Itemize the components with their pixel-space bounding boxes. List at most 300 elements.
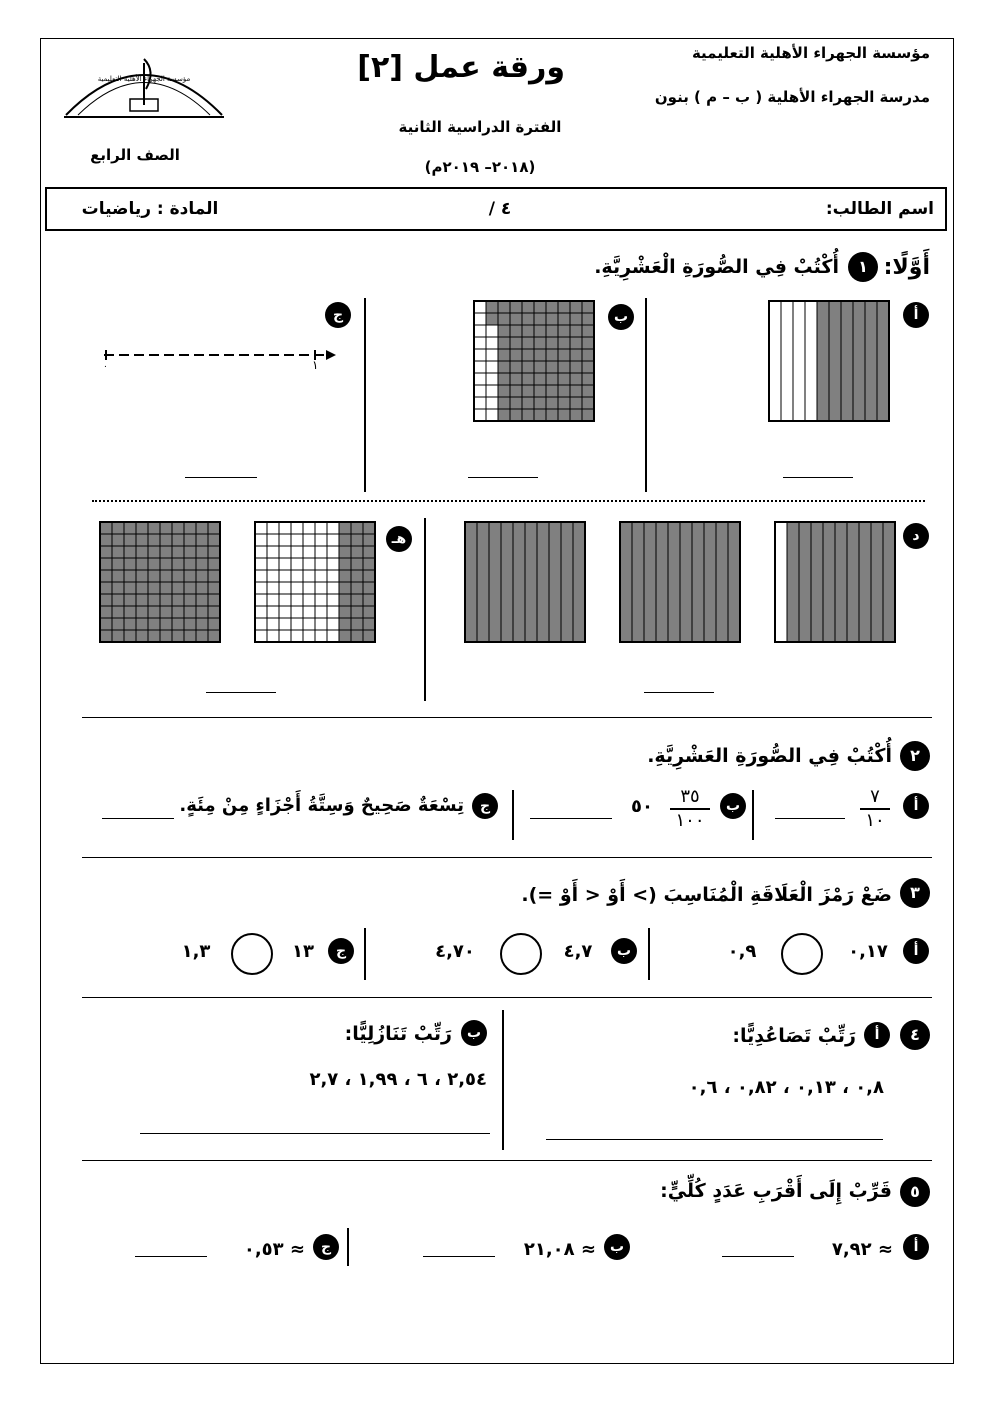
- tenth-strip: [841, 301, 853, 421]
- tenth-strip: [573, 522, 585, 642]
- q1c-number-line: [100, 340, 345, 375]
- hundredth-cell: [124, 582, 136, 594]
- section-divider-4: [82, 1160, 932, 1161]
- q1-title: أَوَّلًا:: [883, 255, 930, 280]
- hundredth-cell: [267, 522, 279, 534]
- hundredth-cell: [279, 522, 291, 534]
- hundredth-cell: [172, 534, 184, 546]
- tenth-strip: [811, 522, 823, 642]
- hundredth-cell: [582, 325, 594, 337]
- q4a-instruction: رَتِّبْ تَصَاعُدِيًّا:: [732, 1025, 856, 1047]
- hundredth-cell: [303, 582, 315, 594]
- answer-line-5b[interactable]: [423, 1256, 495, 1257]
- q1-divider-2: [364, 298, 366, 492]
- hundredth-cell: [196, 570, 208, 582]
- hundredth-cell: [486, 313, 498, 325]
- hundredth-cell: [522, 349, 534, 361]
- hundredth-cell: [570, 385, 582, 397]
- tenth-strip: [871, 522, 883, 642]
- hundredth-cell: [136, 630, 148, 642]
- tenth-strip: [877, 301, 889, 421]
- tenth-strip: [668, 522, 680, 642]
- hundredth-cell: [172, 582, 184, 594]
- hundredth-cell: [522, 337, 534, 349]
- tenth-strip: [799, 522, 811, 642]
- hundredth-cell: [160, 558, 172, 570]
- answer-line-5c[interactable]: [135, 1256, 207, 1257]
- hundredth-cell: [351, 582, 363, 594]
- hundredth-cell: [474, 373, 486, 385]
- hundredth-cell: [136, 522, 148, 534]
- hundredth-cell: [160, 546, 172, 558]
- tenth-strip: [883, 522, 895, 642]
- hundredth-cell: [124, 594, 136, 606]
- worksheet-title: ورقة عمل [٢]: [357, 50, 565, 85]
- hundredth-cell: [160, 570, 172, 582]
- hundredth-cell: [255, 630, 267, 642]
- q3b-left: ٤,٧: [563, 941, 593, 962]
- hundredth-cell: [208, 630, 220, 642]
- hundredth-cell: [291, 618, 303, 630]
- hundredth-cell: [291, 582, 303, 594]
- hundredth-cell: [100, 546, 112, 558]
- hundredth-cell: [136, 546, 148, 558]
- answer-line-1a[interactable]: [783, 477, 853, 478]
- hundredth-cell: [100, 618, 112, 630]
- hundredth-cell: [172, 546, 184, 558]
- hundredth-cell: [112, 582, 124, 594]
- hundredth-cell: [291, 606, 303, 618]
- hundredth-cell: [160, 618, 172, 630]
- hundredth-cell: [160, 594, 172, 606]
- hundredth-cell: [327, 546, 339, 558]
- hundredth-cell: [303, 630, 315, 642]
- hundredth-cell: [279, 558, 291, 570]
- hundredth-cell: [327, 570, 339, 582]
- hundredth-cell: [534, 325, 546, 337]
- hundredth-cell: [510, 409, 522, 421]
- hundredth-cell: [534, 349, 546, 361]
- q4b-list: ٢,٥٤ ، ٦ ، ١,٩٩ ، ٢,٧: [309, 1069, 487, 1090]
- hundredth-cell: [498, 301, 510, 313]
- hundredth-cell: [208, 594, 220, 606]
- answer-line-2c[interactable]: [102, 818, 174, 819]
- hundredth-cell: [303, 558, 315, 570]
- hundredth-cell: [534, 385, 546, 397]
- hundredth-cell: [546, 361, 558, 373]
- hundredth-cell: [279, 606, 291, 618]
- answer-line-1c[interactable]: [185, 477, 257, 478]
- answer-line-1b[interactable]: [468, 477, 538, 478]
- hundredth-cell: [208, 570, 220, 582]
- answer-line-2a[interactable]: [775, 818, 845, 819]
- q1d-model-3: [774, 521, 896, 643]
- hundredth-cell: [546, 397, 558, 409]
- hundredth-cell: [558, 301, 570, 313]
- tenth-strip: [823, 522, 835, 642]
- hundredth-cell: [160, 582, 172, 594]
- hundredth-cell: [486, 373, 498, 385]
- hundredth-cell: [486, 337, 498, 349]
- hundredth-cell: [582, 397, 594, 409]
- hundredth-cell: [267, 534, 279, 546]
- q1b-hundredths-model: [473, 300, 595, 422]
- hundredth-cell: [255, 570, 267, 582]
- hundredth-cell: [315, 522, 327, 534]
- logo-text: مؤسسة الجهراء الأهلية التعليمية: [97, 75, 191, 83]
- school-logo: [60, 45, 228, 125]
- hundredth-cell: [315, 570, 327, 582]
- q5c-value: ≈ ٠,٥٣: [243, 1239, 305, 1260]
- hundredth-cell: [184, 546, 196, 558]
- hundredth-cell: [510, 373, 522, 385]
- hundredth-cell: [363, 630, 375, 642]
- q1-divider-3: [424, 518, 426, 701]
- number-line-start: ٠: [103, 362, 108, 372]
- hundredth-cell: [582, 313, 594, 325]
- score-label: ٤ /: [488, 199, 512, 219]
- hundredth-cell: [136, 606, 148, 618]
- hundredth-cell: [279, 630, 291, 642]
- hundredth-cell: [315, 606, 327, 618]
- q2-label-a: أ: [903, 793, 929, 819]
- hundredth-cell: [303, 546, 315, 558]
- hundredth-cell: [474, 385, 486, 397]
- q1-label-d: د: [903, 523, 929, 549]
- hundredth-cell: [112, 594, 124, 606]
- hundredth-cell: [148, 630, 160, 642]
- section-divider-2: [82, 857, 932, 858]
- hundredth-cell: [558, 361, 570, 373]
- hundredth-cell: [498, 349, 510, 361]
- tenth-strip: [561, 522, 573, 642]
- q5-label-a: أ: [903, 1234, 929, 1260]
- hundredth-cell: [327, 558, 339, 570]
- hundredth-cell: [100, 582, 112, 594]
- q1-instruction: أُكْتُبْ فِي الصُّورَةِ الْعَشْرِيَّةِ.: [594, 256, 839, 278]
- hundredth-cell: [534, 313, 546, 325]
- q2-divider-2: [512, 790, 514, 840]
- hundredth-cell: [582, 361, 594, 373]
- hundredth-cell: [558, 397, 570, 409]
- tenth-strip: [835, 522, 847, 642]
- number-line-end: ١: [312, 358, 319, 372]
- hundredth-cell: [112, 606, 124, 618]
- tenth-strip: [781, 301, 793, 421]
- q2a-denominator: ١٠: [865, 810, 885, 831]
- hundredth-cell: [279, 570, 291, 582]
- hundredth-cell: [100, 522, 112, 534]
- grade-label: الصف الرابع: [90, 146, 180, 164]
- hundredth-cell: [100, 558, 112, 570]
- tenth-strip: [632, 522, 644, 642]
- hundredth-cell: [124, 546, 136, 558]
- tenth-strip: [620, 522, 632, 642]
- hundredth-cell: [534, 397, 546, 409]
- hundredth-cell: [534, 409, 546, 421]
- hundredth-cell: [124, 618, 136, 630]
- hundredth-cell: [363, 534, 375, 546]
- hundredth-cell: [184, 594, 196, 606]
- hundredth-cell: [112, 558, 124, 570]
- tenth-strip: [787, 522, 799, 642]
- q3a-compare-circle[interactable]: [781, 933, 823, 975]
- tenth-strip: [501, 522, 513, 642]
- q1-label-c: ج: [325, 302, 351, 328]
- q3-divider-1: [648, 928, 650, 980]
- hundredth-cell: [196, 582, 208, 594]
- hundredth-cell: [474, 409, 486, 421]
- q2a-fraction: [860, 787, 890, 831]
- hundredth-cell: [303, 534, 315, 546]
- q3c-right: ١,٣: [181, 941, 211, 962]
- hundredth-cell: [534, 337, 546, 349]
- hundredth-cell: [363, 546, 375, 558]
- q4-label-a: أ: [864, 1022, 890, 1048]
- hundredth-cell: [546, 313, 558, 325]
- hundredth-cell: [315, 582, 327, 594]
- hundredth-cell: [363, 582, 375, 594]
- q4a-list: ٠,٨ ، ٠,١٣ ، ٠,٨٢ ، ٠,٦: [688, 1077, 884, 1098]
- hundredth-cell: [208, 522, 220, 534]
- tenth-strip: [793, 301, 805, 421]
- hundredth-cell: [327, 534, 339, 546]
- tenth-strip: [865, 301, 877, 421]
- hundredth-cell: [279, 594, 291, 606]
- hundredth-cell: [522, 373, 534, 385]
- hundredth-cell: [172, 558, 184, 570]
- hundredth-cell: [267, 594, 279, 606]
- q5-divider: [347, 1228, 349, 1266]
- q1-label-e: هـ: [386, 526, 412, 552]
- hundredth-cell: [148, 594, 160, 606]
- hundredth-cell: [303, 594, 315, 606]
- hundredth-cell: [136, 534, 148, 546]
- hundredth-cell: [327, 630, 339, 642]
- hundredth-cell: [208, 582, 220, 594]
- hundredth-cell: [339, 570, 351, 582]
- hundredth-cell: [486, 349, 498, 361]
- answer-line-1e[interactable]: [206, 692, 276, 693]
- hundredth-cell: [351, 570, 363, 582]
- hundredth-cell: [196, 546, 208, 558]
- hundredth-cell: [486, 325, 498, 337]
- hundredth-cell: [474, 301, 486, 313]
- hundredth-cell: [208, 534, 220, 546]
- tenth-strip: [853, 301, 865, 421]
- hundredth-cell: [582, 373, 594, 385]
- hundredth-cell: [498, 409, 510, 421]
- hundredth-cell: [558, 337, 570, 349]
- q3-label-a: أ: [903, 938, 929, 964]
- hundredth-cell: [315, 558, 327, 570]
- q4b-instruction: رَتِّبْ تَنَازُلِيًّا:: [344, 1023, 452, 1045]
- hundredth-cell: [327, 522, 339, 534]
- hundredth-cell: [255, 594, 267, 606]
- q1d-model-2: [619, 521, 741, 643]
- school-year: (٢٠١٨– ٢٠١٩م): [424, 158, 536, 176]
- q5-number-badge: ٥: [900, 1177, 930, 1207]
- hundredth-cell: [112, 522, 124, 534]
- hundredth-cell: [582, 301, 594, 313]
- tenth-strip: [847, 522, 859, 642]
- hundredth-cell: [474, 361, 486, 373]
- tenth-strip: [716, 522, 728, 642]
- hundredth-cell: [291, 594, 303, 606]
- hundredth-cell: [510, 337, 522, 349]
- q4-number-badge: ٤: [900, 1020, 930, 1050]
- hundredth-cell: [570, 409, 582, 421]
- hundredth-cell: [160, 630, 172, 642]
- hundredth-cell: [124, 630, 136, 642]
- hundredth-cell: [363, 594, 375, 606]
- school-name: مدرسة الجهراء الأهلية ( ب – م ) بنون: [654, 88, 930, 106]
- hundredth-cell: [570, 373, 582, 385]
- hundredth-cell: [582, 409, 594, 421]
- hundredth-cell: [498, 337, 510, 349]
- tenth-strip: [489, 522, 501, 642]
- q3c-compare-circle[interactable]: [231, 933, 273, 975]
- tenth-strip: [656, 522, 668, 642]
- hundredth-cell: [136, 570, 148, 582]
- hundredth-cell: [522, 397, 534, 409]
- q4-divider: [502, 1010, 504, 1150]
- hundredth-cell: [136, 582, 148, 594]
- hundredth-cell: [339, 582, 351, 594]
- tenth-strip: [680, 522, 692, 642]
- answer-line-2b[interactable]: [530, 818, 612, 819]
- hundredth-cell: [124, 558, 136, 570]
- hundredth-cell: [303, 618, 315, 630]
- hundredth-cell: [339, 522, 351, 534]
- hundredth-cell: [486, 397, 498, 409]
- tenth-strip: [728, 522, 740, 642]
- hundredth-cell: [184, 618, 196, 630]
- hundredth-cell: [267, 630, 279, 642]
- hundredth-cell: [255, 546, 267, 558]
- tenth-strip: [817, 301, 829, 421]
- hundredth-cell: [498, 325, 510, 337]
- hundredth-cell: [339, 546, 351, 558]
- hundredth-cell: [351, 534, 363, 546]
- tenth-strip: [537, 522, 549, 642]
- hundredth-cell: [303, 606, 315, 618]
- q2b-numerator: ٣٥: [680, 786, 700, 807]
- hundredth-cell: [196, 594, 208, 606]
- q3-label-b: ب: [611, 938, 637, 964]
- hundredth-cell: [208, 546, 220, 558]
- hundredth-cell: [339, 606, 351, 618]
- hundredth-cell: [486, 301, 498, 313]
- hundredth-cell: [474, 325, 486, 337]
- tenth-strip: [549, 522, 561, 642]
- tenth-strip: [859, 522, 871, 642]
- dotted-separator: [92, 500, 925, 502]
- hundredth-cell: [510, 349, 522, 361]
- hundredth-cell: [100, 606, 112, 618]
- hundredth-cell: [315, 534, 327, 546]
- hundredth-cell: [339, 630, 351, 642]
- hundredth-cell: [136, 594, 148, 606]
- hundredth-cell: [208, 618, 220, 630]
- tenth-strip: [525, 522, 537, 642]
- hundredth-cell: [112, 546, 124, 558]
- answer-line-1d[interactable]: [644, 692, 714, 693]
- tenth-strip: [644, 522, 656, 642]
- term-label: الفترة الدراسية الثانية: [398, 118, 562, 136]
- hundredth-cell: [267, 582, 279, 594]
- hundredth-cell: [291, 630, 303, 642]
- hundredth-cell: [100, 594, 112, 606]
- hundredth-cell: [279, 582, 291, 594]
- hundredth-cell: [546, 337, 558, 349]
- hundredth-cell: [172, 522, 184, 534]
- answer-line-4b[interactable]: [140, 1133, 490, 1134]
- answer-line-5a[interactable]: [722, 1256, 794, 1257]
- q1-label-b: ب: [608, 304, 634, 330]
- hundredth-cell: [474, 349, 486, 361]
- hundredth-cell: [279, 618, 291, 630]
- hundredth-cell: [184, 630, 196, 642]
- hundredth-cell: [582, 385, 594, 397]
- hundredth-cell: [148, 558, 160, 570]
- hundredth-cell: [196, 534, 208, 546]
- q1a-tenths-model: [768, 300, 890, 422]
- hundredth-cell: [184, 606, 196, 618]
- hundredth-cell: [474, 313, 486, 325]
- hundredth-cell: [124, 570, 136, 582]
- q2-label-b: ب: [720, 793, 746, 819]
- hundredth-cell: [148, 570, 160, 582]
- hundredth-cell: [522, 385, 534, 397]
- hundredth-cell: [339, 558, 351, 570]
- q5-label-c: ج: [313, 1234, 339, 1260]
- q3b-right: ٤,٧٠: [435, 941, 475, 962]
- q2-instruction: أُكْتُبْ فِي الصُّورَةِ العَشْرِيَّةِ.: [647, 745, 892, 767]
- hundredth-cell: [546, 325, 558, 337]
- hundredth-cell: [486, 361, 498, 373]
- hundredth-cell: [351, 558, 363, 570]
- student-name-label: اسم الطالب:: [825, 199, 934, 219]
- hundredth-cell: [112, 618, 124, 630]
- hundredth-cell: [570, 313, 582, 325]
- hundredth-cell: [148, 618, 160, 630]
- q1e-model-1: [99, 521, 221, 643]
- hundredth-cell: [351, 630, 363, 642]
- hundredth-cell: [558, 373, 570, 385]
- hundredth-cell: [291, 558, 303, 570]
- hundredth-cell: [363, 618, 375, 630]
- hundredth-cell: [582, 349, 594, 361]
- hundredth-cell: [172, 618, 184, 630]
- tenth-strip: [829, 301, 841, 421]
- hundredth-cell: [570, 325, 582, 337]
- hundredth-cell: [315, 618, 327, 630]
- hundredth-cell: [291, 546, 303, 558]
- q3b-compare-circle[interactable]: [500, 933, 542, 975]
- hundredth-cell: [558, 349, 570, 361]
- hundredth-cell: [474, 337, 486, 349]
- hundredth-cell: [148, 522, 160, 534]
- hundredth-cell: [498, 313, 510, 325]
- hundredth-cell: [100, 534, 112, 546]
- hundredth-cell: [208, 558, 220, 570]
- q4-label-b: ب: [461, 1020, 487, 1046]
- tenth-strip: [692, 522, 704, 642]
- hundredth-cell: [148, 546, 160, 558]
- q3-number-badge: ٣: [900, 878, 930, 908]
- answer-line-4a[interactable]: [546, 1139, 883, 1140]
